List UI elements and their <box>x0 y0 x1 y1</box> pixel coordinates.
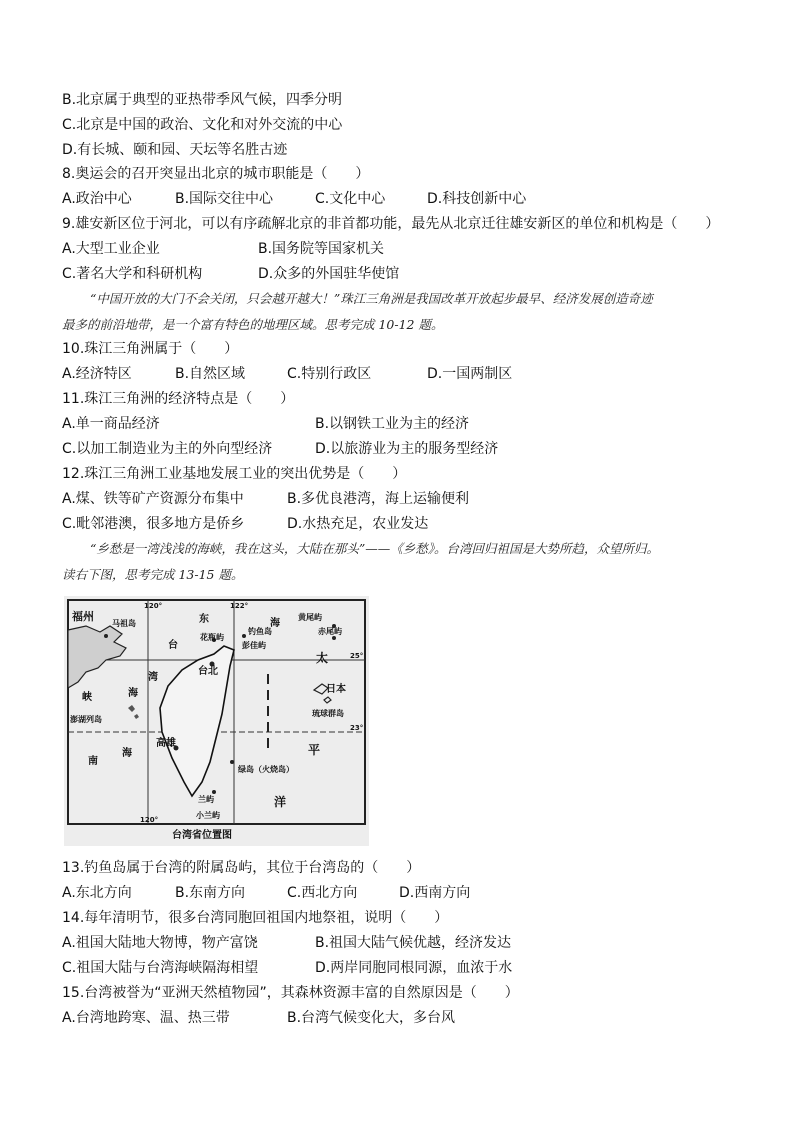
passage-pearl-river <box>62 286 752 338</box>
q14-option-c: C.祖国大陆与台湾海峡隔海相望 <box>62 960 259 976</box>
diaoyu-dot <box>242 634 246 638</box>
question-14: 14.每年清明节，很多台湾同胞回祖国内地祭祖，说明（ ） <box>62 910 449 926</box>
question-13: 13.钓鱼岛属于台湾的附属岛屿，其位于台湾岛的（ ） <box>62 860 421 876</box>
passage-2-line-2: 读右下图，思考完成 13-15 题。 <box>62 567 244 582</box>
label-huaping: 花瓶屿 <box>200 633 224 642</box>
label-lanyu: 兰屿 <box>198 795 214 804</box>
label-strait-4: 峡 <box>82 692 92 703</box>
q15-option-a: A.台湾地跨寒、温、热三带 <box>62 1010 230 1026</box>
question-8: 8.奥运会的召开突显出北京的城市职能是（ ） <box>62 166 370 182</box>
q10-option-a: A.经济特区 <box>62 366 132 382</box>
label-matsu: 马祖岛 <box>112 619 136 628</box>
label-east-1: 东 <box>199 614 209 625</box>
label-south-sea-2: 海 <box>122 748 132 759</box>
q7-option-d: D.有长城、颐和园、天坛等名胜古迹 <box>62 142 288 158</box>
q9-option-a: A.大型工业企业 <box>62 241 160 257</box>
label-huangwei: 黄尾屿 <box>298 613 322 622</box>
q8-option-b: B.国际交往中心 <box>175 191 274 207</box>
taiwan-location-map <box>64 596 369 846</box>
q14-option-b: B.祖国大陆气候优越，经济发达 <box>315 935 512 951</box>
q7-option-b: B.北京属于典型的亚热带季风气候，四季分明 <box>62 92 343 108</box>
q11-option-b: B.以钢铁工业为主的经济 <box>315 416 470 432</box>
label-strait-1: 台 <box>168 640 178 651</box>
label-ryukyu: 琉球群岛 <box>312 709 344 718</box>
label-lat-25: 25° <box>350 652 364 660</box>
q10-option-d: D.一国两制区 <box>427 366 513 382</box>
question-15: 15.台湾被誉为“亚洲天然植物园”，其森林资源丰富的自然原因是（ ） <box>62 985 519 1001</box>
question-11: 11.珠江三角洲的经济特点是（ ） <box>62 391 295 407</box>
q7-option-c: C.北京是中国的政治、文化和对外交流的中心 <box>62 117 343 133</box>
passage-1-line-1: “中国开放的大门不会关闭，只会越开越大！”珠江三角洲是我国改革开放起步最早、经济发展创造奇迹 <box>90 291 653 306</box>
passage-1-line-2: 最多的前沿地带，是一个富有特色的地理区域。思考完成 10-12 题。 <box>62 317 444 332</box>
label-chiwei: 赤尾屿 <box>318 627 342 636</box>
q8-option-c: C.文化中心 <box>315 191 386 207</box>
q12-option-a: A.煤、铁等矿产资源分布集中 <box>62 491 244 507</box>
q15-option-b: B.台湾气候变化大，多台风 <box>287 1010 456 1026</box>
q11-option-c: C.以加工制造业为主的外向型经济 <box>62 441 273 457</box>
label-xiaolanyu: 小兰屿 <box>196 811 220 820</box>
q13-option-d: D.西南方向 <box>399 885 471 901</box>
q14-option-a: A.祖国大陆地大物博，物产富饶 <box>62 935 258 951</box>
label-lon-120-bottom: 120° <box>140 816 159 824</box>
q12-option-d: D.水热充足，农业发达 <box>287 516 429 532</box>
question-12: 12.珠江三角洲工业基地发展工业的突出优势是（ ） <box>62 466 407 482</box>
q11-option-d: D.以旅游业为主的服务型经济 <box>315 441 499 457</box>
label-japan: 日本 <box>326 684 346 695</box>
label-lon-122-top: 122° <box>230 602 249 610</box>
q9-option-c: C.著名大学和科研机构 <box>62 266 203 282</box>
q11-option-a: A.单一商品经济 <box>62 416 160 432</box>
q10-option-c: C.特别行政区 <box>287 366 372 382</box>
label-strait-3: 海 <box>128 688 138 699</box>
question-9: 9.雄安新区位于河北，可以有序疏解北京的非首都功能，最先从北京迁往雄安新区的单位和机构是（ ） <box>62 216 720 232</box>
label-pacific-3: 洋 <box>274 795 287 809</box>
q9-option-d: D.众多的外国驻华使馆 <box>258 266 400 282</box>
matsu-dot <box>104 634 108 638</box>
q9-option-b: B.国务院等国家机关 <box>258 241 385 257</box>
label-fuzhou: 福州 <box>72 610 94 623</box>
lanyu-dot <box>212 790 216 794</box>
label-gaoxiong: 高雄 <box>156 738 176 749</box>
chiwei-dot <box>332 636 336 640</box>
q13-option-c: C.西北方向 <box>287 885 358 901</box>
map-caption: 台湾省位置图 <box>172 830 232 841</box>
q8-option-d: D.科技创新中心 <box>427 191 527 207</box>
passage-nostalgia <box>62 536 752 588</box>
question-10: 10.珠江三角洲属于（ ） <box>62 341 239 357</box>
label-pacific-2: 平 <box>308 743 321 757</box>
q12-option-b: B.多优良港湾，海上运输便利 <box>287 491 470 507</box>
passage-2-line-1: “乡愁是一湾浅浅的海峡，我在这头，大陆在那头”——《乡愁》。台湾回归祖国是大势所趋，众望所归。 <box>90 541 660 556</box>
q13-option-b: B.东南方向 <box>175 885 246 901</box>
q14-option-d: D.两岸同胞同根同源，血浓于水 <box>315 960 513 976</box>
label-pengjia: 彭佳屿 <box>242 641 266 650</box>
label-taibei: 台北 <box>198 666 218 677</box>
q10-option-b: B.自然区域 <box>175 366 246 382</box>
label-diaoyu: 钓鱼岛 <box>248 627 272 636</box>
q12-option-c: C.毗邻港澳，很多地方是侨乡 <box>62 516 245 532</box>
label-lat-23: 23° <box>350 724 364 732</box>
q8-option-a: A.政治中心 <box>62 191 132 207</box>
label-strait-2: 湾 <box>148 672 158 683</box>
label-pacific-1: 太 <box>316 651 329 665</box>
ludao-dot <box>230 760 234 764</box>
label-south-sea-1: 南 <box>88 756 98 767</box>
label-ludao: 绿岛（火烧岛） <box>238 765 294 774</box>
label-penghu: 澎湖列岛 <box>70 715 102 724</box>
label-east-2: 海 <box>270 618 280 629</box>
q13-option-a: A.东北方向 <box>62 885 132 901</box>
label-lon-120-top: 120° <box>144 602 163 610</box>
